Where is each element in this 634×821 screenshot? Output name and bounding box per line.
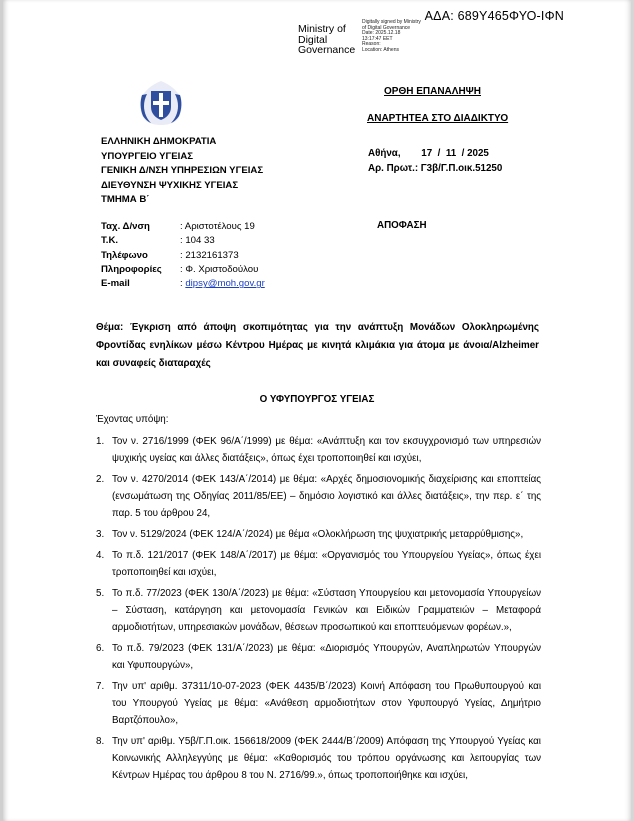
date-year: 2025 xyxy=(467,148,489,159)
contact-label: E-mail xyxy=(101,278,130,290)
ministry-line: Digital xyxy=(298,33,328,46)
greek-coat-of-arms-icon xyxy=(137,79,185,127)
signature-line: Date: 2025.12.18 xyxy=(362,30,401,37)
issuing-authority xyxy=(101,135,263,208)
date-day: 17 xyxy=(421,148,433,159)
list-item xyxy=(96,471,541,522)
signature-line: Reason: xyxy=(362,41,381,48)
item-number: 2. xyxy=(96,474,105,485)
protocol-label: Αρ. Πρωτ.: Γ3β/Γ.Π.οικ. xyxy=(368,162,476,174)
date-protocol-block xyxy=(368,147,502,176)
contact-label: Ταχ. Δ/νση xyxy=(101,221,150,232)
item-number: 3. xyxy=(96,529,105,540)
list-item xyxy=(96,433,541,467)
city: Αθήνα, xyxy=(368,148,401,159)
contact-row-info xyxy=(101,263,265,277)
item-text: Την υπ' αριθμ. Υ5β/Γ.Π.οικ. 156618/2009 (ΦΕΚ 2444/Β΄/2009) Απόφαση της Υπουργού Υγείας και Κοινωνικής Αλληλεγγύης με θέμα: «Καθορισμός του τρόπου οργάνωσης και λειτουργίας των Κέντρων Ημέρας του άρθρου 8 του Ν. 2716/99.», όπως τροποποιήθηκε και ισχύει, xyxy=(112,736,541,781)
item-text: Το π.δ. 77/2023 (ΦΕΚ 130/Α΄/2023) με θέμα: «Σύσταση Υπουργείου και μετονομασία Υπουργείων – Σύσταση, κατάργηση και μετονομασία Γενικών και Ειδικών Γραμματειών – Μεταφορά αρμοδιοτήτων, υπηρεσιακών μονάδων, θέσεων προσωπικού και εποπτευόμενων φορέων.», xyxy=(112,588,541,633)
list-item xyxy=(96,585,541,636)
signature-line: Location: Athens xyxy=(362,46,399,53)
item-number: 1. xyxy=(96,436,105,447)
signature-line: Digitally signed by Ministry xyxy=(362,19,421,25)
ada-code: ΑΔΑ: 689Υ465ΦΥΟ-ΙΦΝ xyxy=(424,9,564,23)
contact-row-address xyxy=(101,220,265,234)
contact-row-phone xyxy=(101,249,265,263)
authority-line: ΔΙΕΥΘΥΝΣΗ ΨΥΧΙΚΗΣ ΥΓΕΙΑΣ xyxy=(101,179,239,191)
list-item xyxy=(96,733,541,784)
decision-label: ΑΠΟΦΑΣΗ xyxy=(377,220,427,231)
list-item xyxy=(96,526,541,543)
contact-label: Τηλέφωνο xyxy=(101,249,148,261)
item-text: Τον ν. 2716/1999 (ΦΕΚ 96/Α΄/1999) με θέμα: «Ανάπτυξη και τον εκσυγχρονισμό των υπηρεσιών ψυχικής υγείας και άλλες διατάξεις», όπως έχει τροποποιηθεί και ισχύει, xyxy=(112,436,541,464)
authority-line: ΤΜΗΜΑ Β΄ xyxy=(101,194,150,205)
minister-title: Ο ΥΦΥΠΟΥΡΓΟΣ ΥΓΕΙΑΣ xyxy=(259,394,375,405)
contact-label: Πληροφορίες xyxy=(101,263,162,275)
subject: Θέμα: Έγκριση από άποψη σκοπιμότητας για την ανάπτυξη Μονάδων Ολοκληρωμένης Φροντίδας ενηλίκων μέσω Κέντρου Ημέρας με κινητά κλιμάκια για άτομα με άνοια/Alzheimer και συναφείς διαταραχές xyxy=(96,322,539,370)
item-number: 8. xyxy=(96,736,105,747)
email-link[interactable]: dipsy@moh.gov.gr xyxy=(185,278,265,290)
list-item xyxy=(96,678,541,729)
digital-signature-info xyxy=(362,20,421,54)
date-line: Αθήνα, 17 / 11 / 2025 xyxy=(368,148,489,159)
authority-line: ΕΛΛΗΝΙΚΗ ΔΗΜΟΚΡΑΤΙΑ xyxy=(101,136,217,147)
item-number: 7. xyxy=(96,681,105,692)
ministry-line: Ministry of xyxy=(298,23,346,35)
list-item xyxy=(96,640,541,674)
contact-value: : Φ. Χριστοδούλου xyxy=(180,263,259,275)
authority-line: ΥΠΟΥΡΓΕΙΟ ΥΓΕΙΑΣ xyxy=(101,150,194,162)
item-text: Τον ν. 5129/2024 (ΦΕΚ 124/Α΄/2024) με θέμα «Ολοκλήρωση της ψυχιατρικής μεταρρύθμισης», xyxy=(112,529,524,540)
date-month: 11 xyxy=(445,148,457,159)
protocol-number: 51250 xyxy=(475,162,503,174)
item-text: Την υπ' αριθμ. 37311/10-07-2023 (ΦΕΚ 4435/Β΄/2023) Κοινή Απόφαση του Πρωθυπουργού και του Υπουργού Υγείας με θέμα: «Ανάθεση αρμοδιοτήτων στον Υφυπουργό Υγείας, Δημήτριο Βαρτζόπουλο», xyxy=(112,681,541,726)
item-number: 6. xyxy=(96,643,105,654)
item-number: 5. xyxy=(96,588,105,599)
having-regard: Έχοντας υπόψη: xyxy=(96,414,169,425)
list-item xyxy=(96,547,541,581)
internet-posting-heading: ΑΝΑΡΤΗΤΕΑ ΣΤΟ ΔΙΑΔΙΚΤΥΟ xyxy=(367,113,509,124)
contact-value: : Αριστοτέλους 19 xyxy=(180,221,255,232)
item-text: Το π.δ. 121/2017 (ΦΕΚ 148/Α΄/2017) με θέμα: «Οργανισμός του Υπουργείου Υγείας», όπως έχει τροποποιηθεί και ισχύει, xyxy=(112,550,541,578)
signature-line: 13:17:47 EET xyxy=(362,35,393,42)
re-issue-heading: ΟΡΘΗ ΕΠΑΝΑΛΗΨΗ xyxy=(384,86,481,97)
item-text: Τον ν. 4270/2014 (ΦΕΚ 143/Α΄/2014) με θέμα: «Αρχές δημοσιονομικής διαχείρισης και εποπτείας (ενσωμάτωση της Οδηγίας 2011/85/ΕΕ) – δημόσιο λογιστικό και άλλες διατάξεις», την περ. ε΄ της παρ. 5 του άρθρου 24, xyxy=(112,474,541,519)
item-number: 4. xyxy=(96,550,105,561)
contact-label: Τ.Κ. xyxy=(101,235,119,247)
contact-value: : xyxy=(180,278,186,290)
contact-details xyxy=(101,220,265,291)
contact-row-postcode xyxy=(101,234,265,248)
authority-line: ΓΕΝΙΚΗ Δ/ΝΣΗ ΥΠΗΡΕΣΙΩΝ ΥΓΕΙΑΣ xyxy=(101,165,264,176)
contact-value: : 2132161373 xyxy=(180,249,239,261)
signature-line: of Digital Governance xyxy=(362,24,411,31)
contact-value: : 104 33 xyxy=(180,235,215,247)
item-text: Το π.δ. 79/2023 (ΦΕΚ 131/Α΄/2023) με θέμα: «Διορισμός Υπουργών, Αναπληρωτών Υπουργών και Υφυπουργών», xyxy=(112,643,541,671)
legal-basis-list xyxy=(96,433,541,784)
protocol-line xyxy=(368,162,502,177)
contact-row-email xyxy=(101,277,265,291)
ministry-line: Governance xyxy=(298,44,356,56)
signer-ministry xyxy=(298,24,355,56)
